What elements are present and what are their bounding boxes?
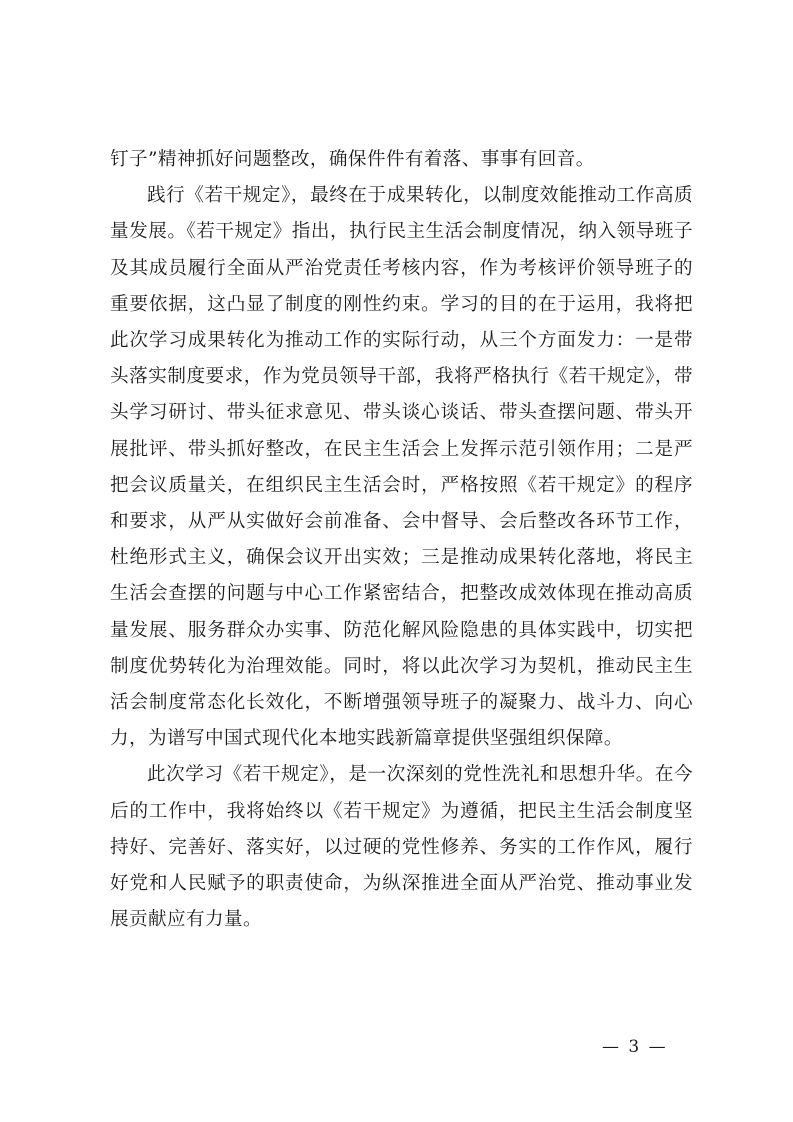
page-number: — 3 —	[602, 1037, 668, 1057]
document-body	[110, 142, 693, 938]
paragraph-outcome-transformation: 践行《若干规定》，最终在于成果转化，以制度效能推动工作高质量发展。《若干规定》指出，执行民主生活会制度情况，纳入领导班子及其成员履行全面从严治党责任考核内容，作为考核评价领导班子的重要依据，这凸显了制度的刚性约束。学习的目的在于运用，我将把此次学习成果转化为推动工作的实际行动，从三个方面发力：一是带头落实制度要求，作为党员领导干部，我将严格执行《若干规定》，带头学习研讨、带头征求意见、带头谈心谈话、带头查摆问题、带头开展批评、带头抓好整改，在民主生活会上发挥示范引领作用；二是严把会议质量关，在组织民主生活会时，严格按照《若干规定》的程序和要求，从严从实做好会前准备、会中督导、会后整改各环节工作，杜绝形式主义，确保会议开出实效；三是推动成果转化落地，将民主生活会查摆的问题与中心工作紧密结合，把整改成效体现在推动高质量发展、服务群众办实事、防范化解风险隐患的具体实践中，切实把制度优势转化为治理效能。同时，将以此次学习为契机，推动民主生活会制度常态化长效化，不断增强领导班子的凝聚力、战斗力、向心力，为谱写中国式现代化本地实践新篇章提供坚强组织保障。	[110, 185, 693, 750]
paragraph-continuation: 钉子”精神抓好问题整改，确保件件有着落、事事有回音。	[110, 149, 595, 170]
paragraph-conclusion: 此次学习《若干规定》，是一次深刻的党性洗礼和思想升华。在今后的工作中，我将始终以《若干规定》为遵循，把民主生活会制度坚持好、完善好、落实好，以过硬的党性修养、务实的工作作风，履行好党和人民赋予的职责使命，为纵深推进全面从严治党、推动事业发展贡献应有力量。	[110, 764, 693, 931]
